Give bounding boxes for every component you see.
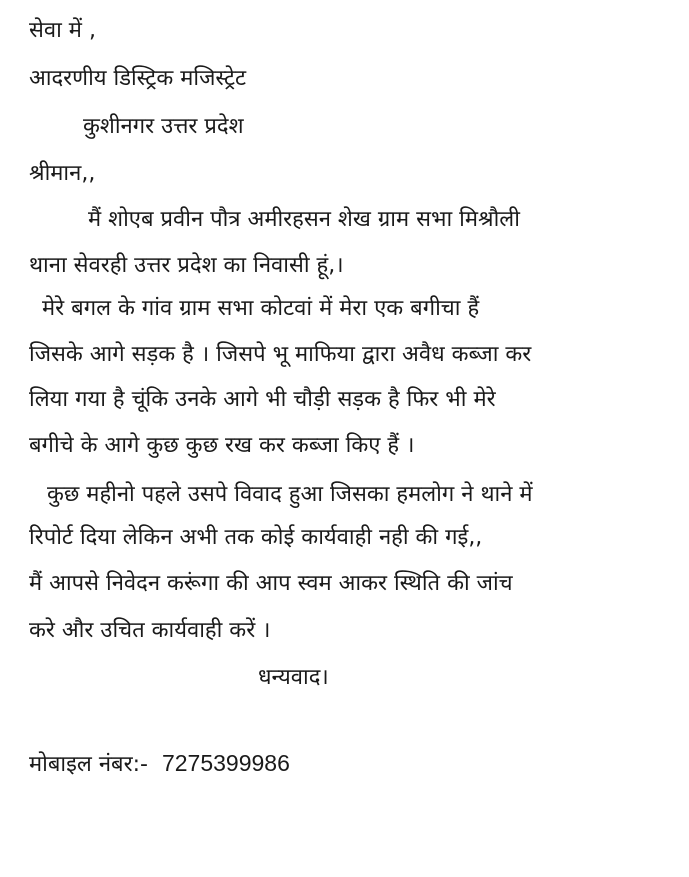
mobile-number: 7275399986 bbox=[161, 750, 290, 776]
body-line: बगीचे के आगे कुछ कुछ रख कर कब्जा किए हैं । bbox=[29, 433, 415, 458]
place-line: कुशीनगर उत्तर प्रदेश bbox=[83, 114, 244, 139]
addressee-line: आदरणीय डिस्ट्रिक मजिस्ट्रेट bbox=[29, 66, 247, 91]
mobile-line bbox=[29, 748, 290, 780]
body-line: रिपोर्ट दिया लेकिन अभी तक कोई कार्यवाही नही की गई,, bbox=[29, 525, 483, 550]
closing-line: धन्यवाद। bbox=[258, 665, 329, 690]
body-line: करे और उचित कार्यवाही करें । bbox=[29, 618, 271, 643]
body-line: मेरे बगल के गांव ग्राम सभा कोटवां में मेरा एक बगीचा हैं bbox=[42, 296, 480, 321]
body-line: थाना सेवरही उत्तर प्रदेश का निवासी हूं,। bbox=[29, 253, 344, 278]
salutation-line: सेवा में , bbox=[29, 18, 96, 43]
greeting-line: श्रीमान,, bbox=[29, 161, 96, 186]
body-line: कुछ महीनो पहले उसपे विवाद हुआ जिसका हमलोग ने थाने में bbox=[47, 482, 533, 507]
body-line: जिसके आगे सड़क है । जिसपे भू माफिया द्वारा अवैध कब्जा कर bbox=[29, 342, 532, 367]
body-line: मैं आपसे निवेदन करूंगा की आप स्वम आकर स्थिति की जांच bbox=[29, 571, 513, 596]
mobile-label: मोबाइल नंबर:- bbox=[29, 752, 148, 777]
body-line: मैं शोएब प्रवीन पौत्र अमीरहसन शेख ग्राम सभा मिश्रौली bbox=[88, 207, 520, 232]
body-line: लिया गया है चूंकि उनके आगे भी चौड़ी सड़क है फिर भी मेरे bbox=[29, 387, 496, 412]
